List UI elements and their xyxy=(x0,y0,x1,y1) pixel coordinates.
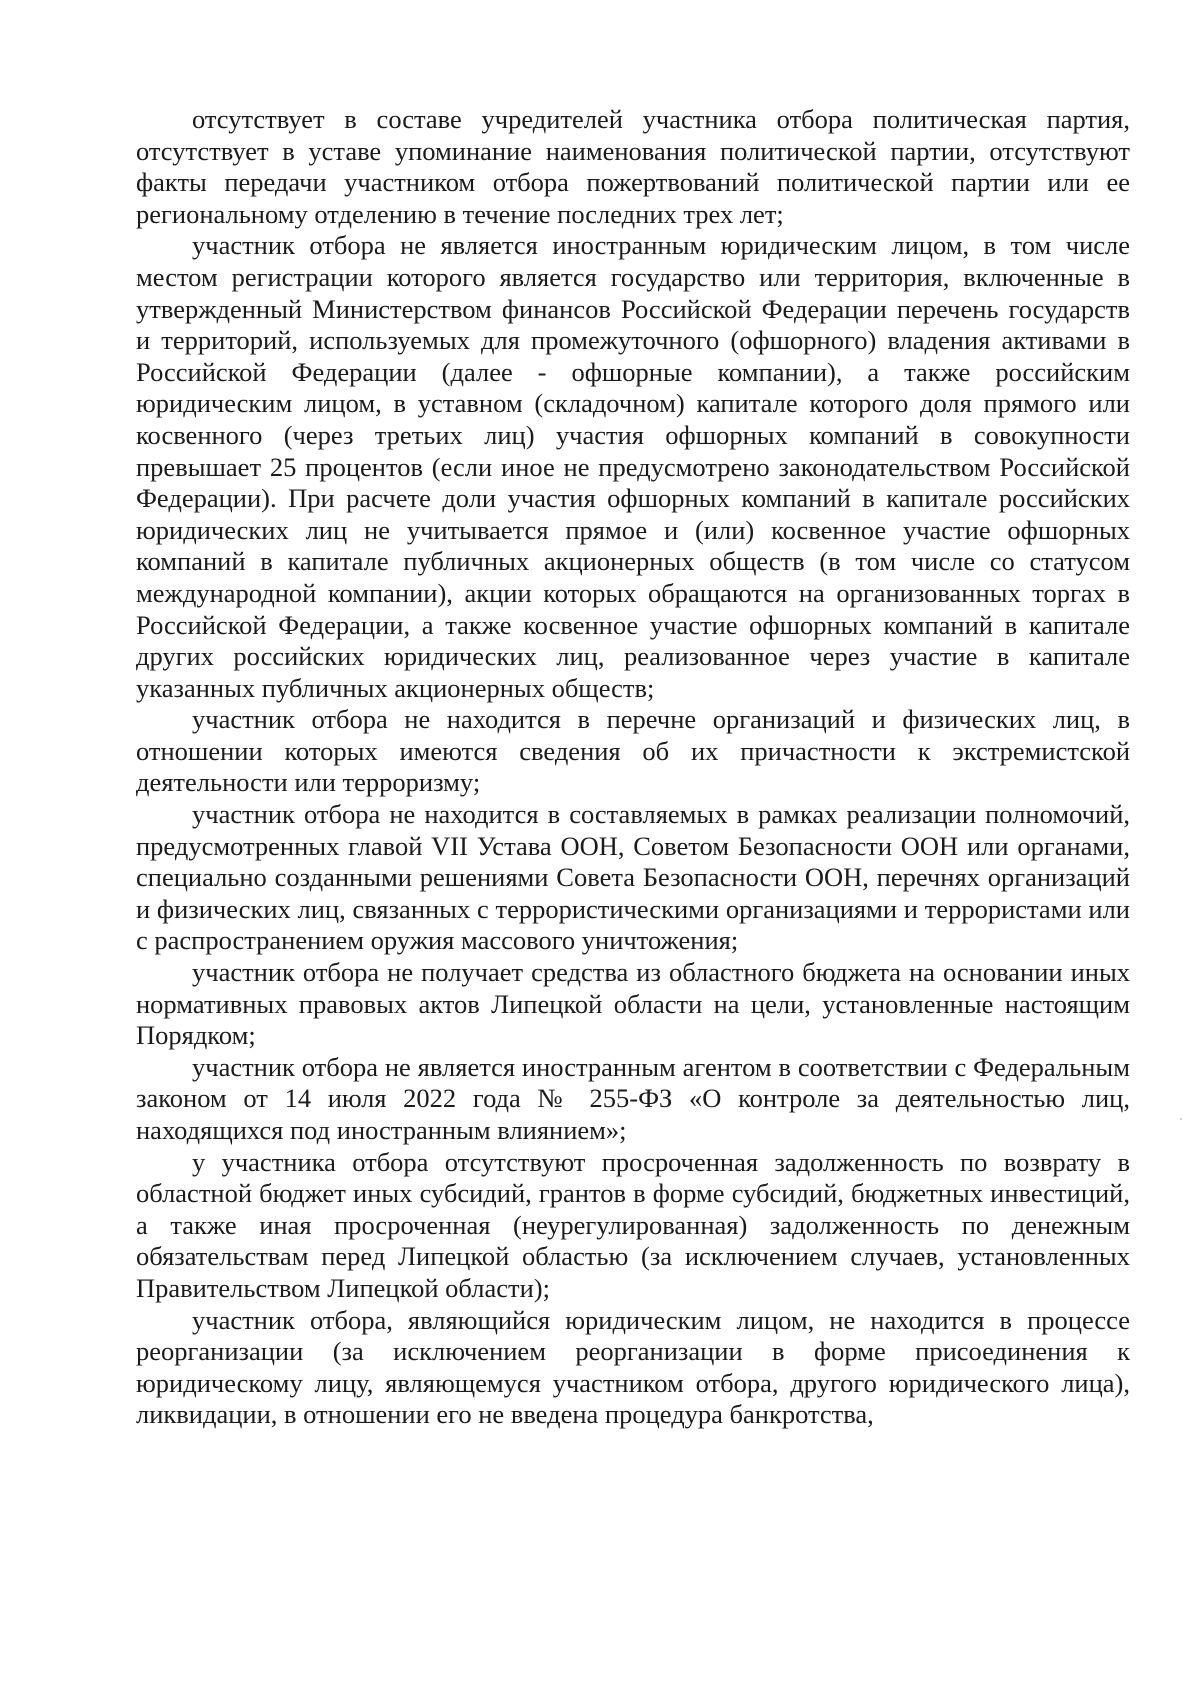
paragraph-foreign-legal-entity: участник отбора не является иностранным юридическим лицом, в том числе местом регистрации которого является государство или территория, включенные в утвержденный Министерством финансов Российской Федерации перечень государств и территорий, используемых для промежуточного (офшорного) владения активами в Российской Федерации (далее - офшорные компании), а также российским юридическим лицом, в уставном (складочном) капитале которого доля прямого или косвенного (через третьих лиц) участия офшорных компаний в совокупности превышает 25 процентов (если иное не предусмотрено законодательством Российской Федерации). При расчете доли участия офшорных компаний в капитале российских юридических лиц не учитывается прямое и (или) косвенное участие офшорных компаний в капитале публичных акционерных обществ (в том числе со статусом международной компании), акции которых обращаются на организованных торгах в Российской Федерации, а также косвенное участие офшорных компаний в капитале других российских юридических лиц, реализованное через участие в капитале указанных публичных акционерных обществ; xyxy=(136,230,1130,703)
paragraph-overdue-debt: у участника отбора отсутствуют просроченная задолженность по возврату в областной бюджет иных субсидий, грантов в форме субсидий, бюджетных инвестиций, а также иная просроченная (неурегулированная) задолженность по денежным обязательствам перед Липецкой областью (за исключением случаев, установленных Правительством Липецкой области); xyxy=(136,1146,1130,1303)
document-body xyxy=(136,104,1130,1431)
paragraph-reorganization-liquidation: участник отбора, являющийся юридическим лицом, не находится в процессе реорганизации (за исключением реорганизации в форме присоединения к юридическому лицу, являющемуся участником отбора, другого юридического лица), ликвидации, в отношении его не введена процедура банкротства, xyxy=(136,1304,1130,1430)
paragraph-regional-budget-funds: участник отбора не получает средства из областного бюджета на основании иных нормативных правовых актов Липецкой области на цели, установленные настоящим Порядком; xyxy=(136,957,1130,1051)
paragraph-un-sanctions-list: участник отбора не находится в составляемых в рамках реализации полномочий, предусмотренных главой VII Устава ООН, Советом Безопасности ООН или органами, специально созданными решениями Совета Безопасности ООН, перечнях организаций и физических лиц, связанных с террористическими организациями и террористами или с распространением оружия массового уничтожения; xyxy=(136,799,1130,956)
paragraph-foreign-agent: участник отбора не является иностранным агентом в соответствии с Федеральным законом от 14 июля 2022 года № 255-ФЗ «О контроле за деятельностью лиц, находящихся под иностранным влиянием»; xyxy=(136,1051,1130,1145)
paragraph-extremism-list: участник отбора не находится в перечне организаций и физических лиц, в отношении которых имеются сведения об их причастности к экстремистской деятельности или терроризму; xyxy=(136,704,1130,798)
paragraph-political-party: отсутствует в составе учредителей участника отбора политическая партия, отсутствует в уставе упоминание наименования политической партии, отсутствуют факты передачи участником отбора пожертвований политической партии или ее региональному отделению в течение последних трех лет; xyxy=(136,104,1130,229)
scan-artifact xyxy=(1180,1118,1182,1120)
